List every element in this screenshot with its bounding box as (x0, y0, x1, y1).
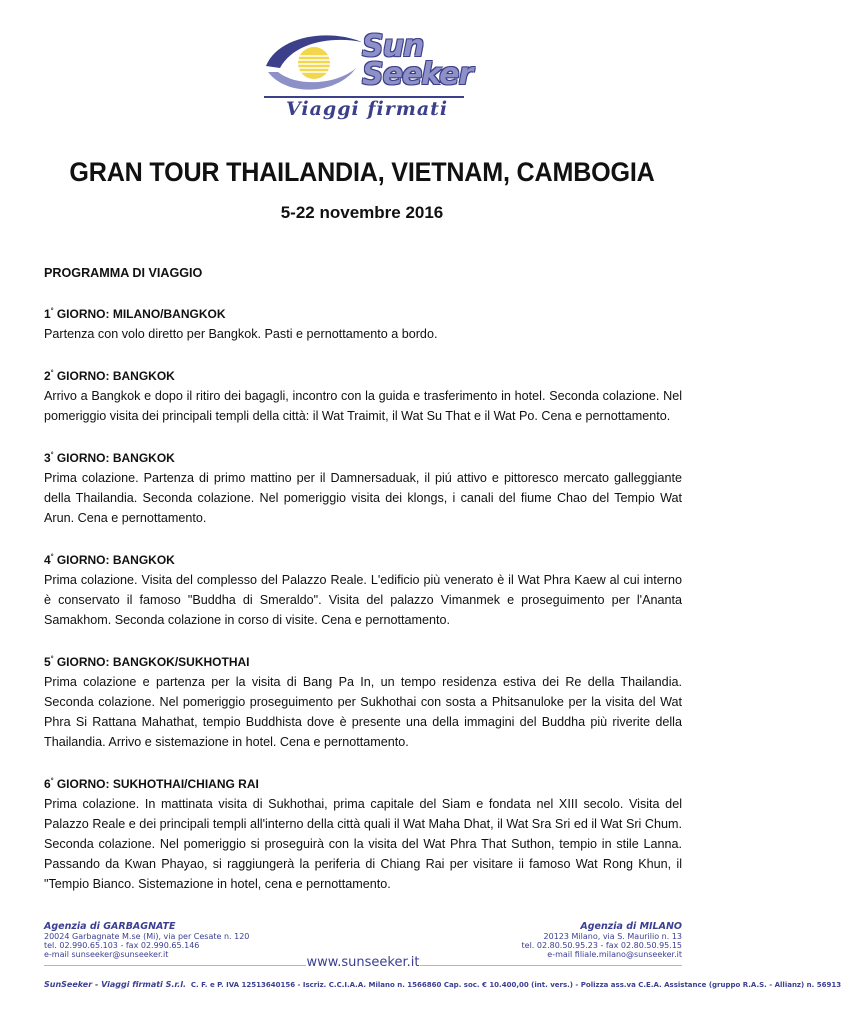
legal-text: C. F. e P. IVA 12513640156 - Iscriz. C.C.I.A.A. Milano n. 1566860 Cap. soc. € 10.400,00 (int. vers.) - Polizza ass.va C.E.A. Assistance (gruppo R.A.S. - Allianz) n. 56913 (190, 981, 841, 989)
day-heading: 5° GIORNO: BANGKOK/SUKHOTHAI (44, 655, 250, 669)
sun-eye-icon (258, 28, 368, 98)
legal-info (44, 980, 841, 989)
day-heading: 4° GIORNO: BANGKOK (44, 553, 175, 567)
day-heading: 3° GIORNO: BANGKOK (44, 451, 175, 465)
agency-phone: tel. 02.80.50.95.23 - fax 02.80.50.95.15 (521, 941, 682, 950)
agency-title: Agenzia di MILANO (580, 921, 682, 932)
logo-brand-sun: Sun (362, 29, 424, 64)
itinerary (44, 263, 682, 914)
day-1 (44, 302, 682, 344)
day-4 (44, 548, 682, 630)
day-heading: 1° GIORNO: MILANO/BANGKOK (44, 307, 226, 321)
day-description: Prima colazione e partenza per la visita di Bang Pa In, un tempo residenza estiva dei Re della Thailandia. Seconda colazione. Nel pomeriggio proseguimento per Sukhothai con sosta a Phitsanuloke per la visita del Wat Phra Si Rattana Mahathat, tempio Buddhista dove è presente una della immagini del Buddha più riverite della Thailandia. Arrivo e sistemazione in hotel. Cena e pernottamento. (44, 675, 682, 749)
day-heading: 2° GIORNO: BANGKOK (44, 369, 175, 383)
day-6 (44, 772, 682, 894)
page-subtitle: 5-22 novembre 2016 (280, 203, 444, 222)
agency-phone: tel. 02.990.65.103 - fax 02.990.65.146 (44, 941, 200, 950)
agency-address: 20123 Milano, via S. Maurilio n. 13 (543, 932, 682, 941)
sunseeker-logo (258, 28, 473, 128)
agency-title: Agenzia di GARBAGNATE (44, 921, 176, 932)
agency-email[interactable]: e-mail filiale.milano@sunseeker.it (547, 950, 682, 959)
footer-rule-right (420, 965, 682, 966)
logo-brand-seeker: Seeker (362, 57, 473, 92)
section-label: PROGRAMMA DI VIAGGIO (44, 266, 203, 280)
agency-garbagnate (44, 921, 249, 959)
day-description: Arrivo a Bangkok e dopo il ritiro dei bagagli, incontro con la guida e trasferimento in hotel. Seconda colazione. Nel pomeriggio visita dei principali templi della città: il Wat Traimit, il Wat Su That e il Wat Po. Cena e pernottamento. (44, 389, 682, 423)
page-title: GRAN TOUR THAILANDIA, VIETNAM, CAMBOGIA (69, 157, 655, 187)
logo-tagline: Viaggi firmati (286, 98, 449, 120)
legal-company: SunSeeker - Viaggi firmati S.r.l. (44, 980, 186, 989)
day-5 (44, 650, 682, 752)
day-description: Prima colazione. In mattinata visita di Sukhothai, prima capitale del Siam e fondata nel XIII secolo. Visita del Palazzo Reale e dei principali templi all'interno della città quali il Wat Maha Dhat, il Wat Sra Sri ed il Wat Sri Chum. Seconda colazione. Nel pomeriggio si proseguirà con la visita del Wat Phra That Suthon, tempio in stile Lanna. Passando da Kwan Phayao, si raggiungerà la periferia di Chiang Rai per visitare ii famoso Wat Rong Khun, il "Tempio Bianco. Sistemazione in hotel, cena e pernottamento. (44, 797, 682, 891)
agency-email[interactable]: e-mail sunseeker@sunseeker.it (44, 950, 169, 959)
agency-milano (522, 921, 682, 959)
agency-address: 20024 Garbagnate M.se (Mi), via per Cesate n. 120 (44, 932, 250, 941)
day-heading: 6° GIORNO: SUKHOTHAI/CHIANG RAI (44, 777, 259, 791)
day-3 (44, 446, 682, 528)
day-2 (44, 364, 682, 426)
day-description: Prima colazione. Partenza di primo mattino per il Damnersaduak, il piú attivo e pittoresco mercato galleggiante della Thailandia. Seconda colazione. Nel pomeriggio visita dei klongs, i canali del fiume Chao del Tempio Wat Arun. Cena e pernottamento. (44, 471, 682, 525)
day-description: Partenza con volo diretto per Bangkok. Pasti e pernottamento a bordo. (44, 327, 438, 341)
website-link[interactable]: www.sunseeker.it (306, 955, 420, 970)
day-description: Prima colazione. Visita del complesso del Palazzo Reale. L'edificio più venerato è il Wat Phra Kaew al cui interno è conservato il famoso "Buddha di Smeraldo". Visita del palazzo Vimanmek e proseguimento per l'Ananta Samakhom. Seconda colazione in corso di visite. Cena e pernottamento. (44, 573, 682, 627)
